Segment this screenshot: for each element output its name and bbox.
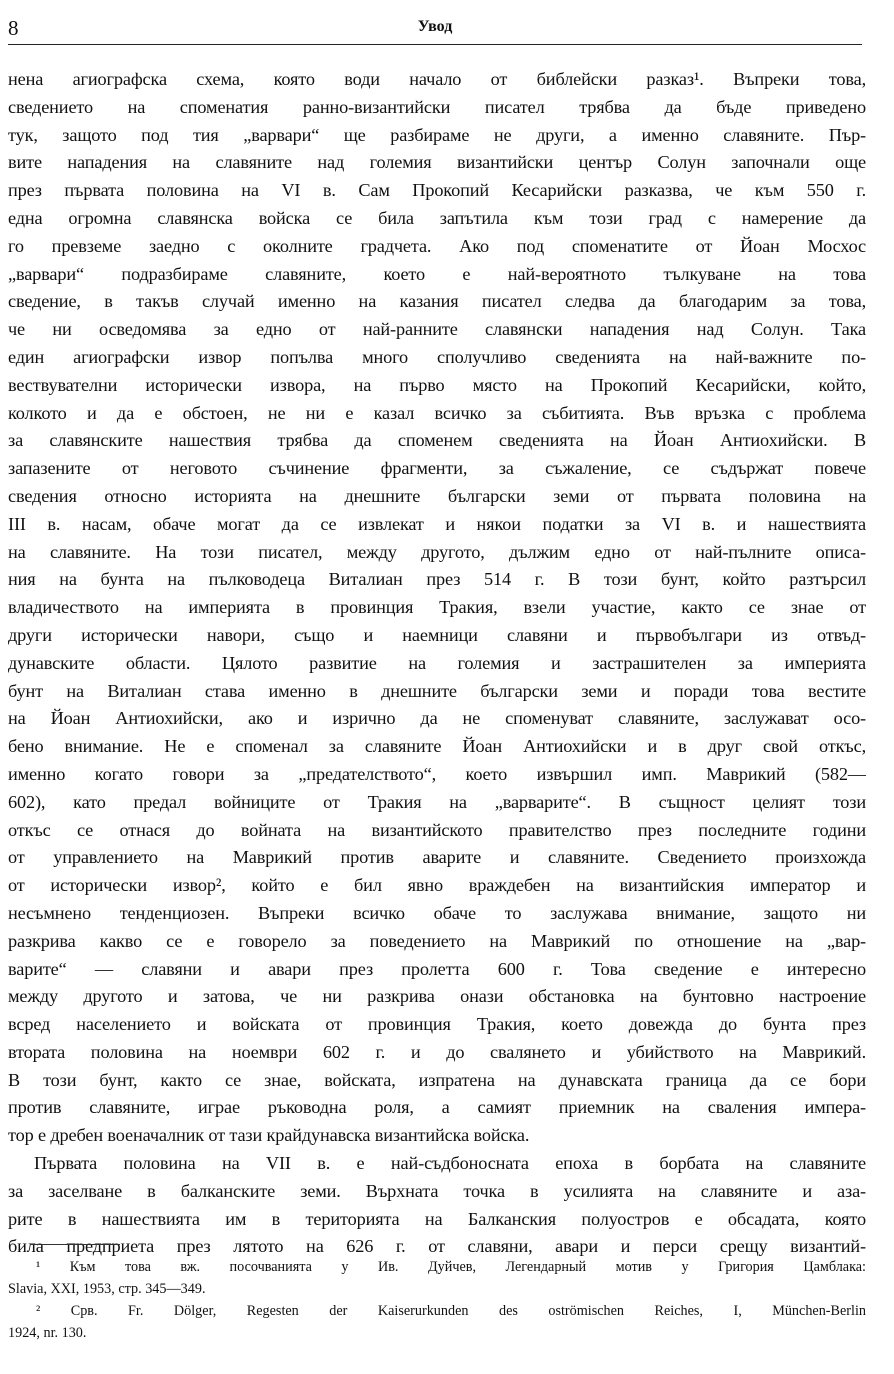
body-text xyxy=(8,66,866,1261)
running-title: Увод xyxy=(417,18,453,35)
text-line: сведения относно историята на днешните български земи от първата половина на xyxy=(8,485,866,506)
text-line: колкото и да е обстоен, не ни е казал всичко за събитията. Във връзка с проблема xyxy=(8,402,866,423)
text-line: го превземе заедно с околните градчета. Ако под споменатите от Йоан Мосхос xyxy=(8,235,866,256)
text-line: против славяните, играе ръководна роля, а самият приемник на сваления импера- xyxy=(8,1097,866,1118)
footnote-line: ¹ Към това вж. посочванията у Ив. Дуйчев, Легендарный мотив у Григория Цамблака: xyxy=(36,1259,866,1275)
text-line: вествувателни исторически извора, на първо място на Прокопий Кесарийски, който, xyxy=(8,374,866,395)
text-line: нена агиографска схема, която води начало от библейски разказ¹. Въпреки това, xyxy=(8,69,866,89)
text-line: една огромна славянска войска се била запътила към този град с намерение да xyxy=(8,207,866,228)
text-line: на Йоан Антиохийски, ако и изрично да не споменуват славяните, заслужават осо- xyxy=(8,708,866,729)
text-line: тор е дребен военачалник от тази крайдунавска византийска войска. xyxy=(8,1125,530,1146)
text-line: именно когато говори за „предателството“, което извършил имп. Маврикий (582— xyxy=(8,763,866,784)
text-line: от исторически извор², който е бил явно враждебен на византийския император и xyxy=(8,875,866,896)
footnote-line: 1924, nr. 130. xyxy=(8,1325,87,1341)
text-line: сведението на споменатия ранно-византийски писател трябва да бъде приведено xyxy=(8,96,866,117)
text-line: за заселване в балканските земи. Върхната точка в усилията на славяните и аза- xyxy=(8,1180,866,1201)
text-line: Първата половина на VII в. е най-съдбоносната епоха в борбата на славяните xyxy=(34,1153,866,1174)
text-line: В този бунт, както се знае, войската, изпратена на дунавската граница да се бори xyxy=(8,1069,866,1090)
text-line: втората половина на ноември 602 г. и до свалянето и убийството на Маврикий. xyxy=(8,1041,866,1062)
text-line: от управлението на Маврикий против аварите и славяните. Сведението произхожда xyxy=(8,847,866,868)
footnote-divider xyxy=(30,1244,120,1245)
text-line: дунавските области. Цялото развитие на големия и застрашителен за империята xyxy=(8,652,866,673)
text-line: „варвари“ подразбираме славяните, което е най-вероятното тълкуване на това xyxy=(8,263,866,284)
text-line: сведение, в такъв случай именно на казания писател следва да благодарим за това, xyxy=(8,291,866,312)
text-line: между другото и затова, че ни разкрива онази обстановка на бунтовно настроение xyxy=(8,986,866,1007)
text-line: 602), като предал войниците от Тракия на „варварите“. В същност целият този xyxy=(8,791,866,812)
text-line: несъмнено тенденциозен. Въпреки всичко обаче то заслужава внимание, защото ни xyxy=(8,902,866,923)
footnote-line: ² Срв. Fr. Dölger, Regesten der Kaiserurkunden des oströmischen Reiches, I, München-Berlin xyxy=(36,1303,866,1319)
text-line: била предприета през лятото на 626 г. от славяни, авари и перси срещу византий- xyxy=(8,1236,866,1257)
footnotes xyxy=(8,1256,866,1344)
text-line: бено внимание. Не е споменал за славяните Йоан Антиохийски и в друг свой откъс, xyxy=(8,736,866,757)
text-line: бунт на Виталиан става именно в днешните български земи и поради това вестите xyxy=(8,680,866,701)
text-line: на славяните. На този писател, между другото, дължим едно от най-пълните описа- xyxy=(8,541,866,562)
text-line: вите нападения на славяните над големия византийски център Солун започнали още xyxy=(8,152,866,173)
text-line: владичеството на империята в провинция Тракия, взели участие, както се знае от xyxy=(8,597,866,618)
text-line: тук, защото под тия „варвари“ ще разбираме не други, а именно славяните. Пър- xyxy=(8,124,866,145)
page-number: 8 xyxy=(8,16,19,40)
text-line: III в. насам, обаче могат да се извлекат и някои податки за VI в. и нашествията xyxy=(8,513,866,534)
text-line: други исторически навори, също и наемници славяни и първобългари из отвъд- xyxy=(8,624,866,645)
text-line: един агиографски извор попълва много сполучливо сведенията на най-важните по- xyxy=(8,346,866,367)
page-header xyxy=(8,14,862,45)
text-line: откъс се отнася до войната на византийското правителство през последните години xyxy=(8,819,866,840)
text-line: всред населението и войската от провинция Тракия, което довежда до бунта през xyxy=(8,1014,866,1035)
text-line: през първата половина на VI в. Сам Прокопий Кесарийски разказва, че към 550 г. xyxy=(8,180,866,201)
footnote-line: Slavia, XXI, 1953, стр. 345—349. xyxy=(8,1281,206,1297)
text-line: разкрива какво се е говорело за поведението на Маврикий по отношение на „вар- xyxy=(8,930,866,951)
text-line: варите“ — славяни и авари през пролетта 600 г. Това сведение е интересно xyxy=(8,958,866,979)
text-line: за славянските нашествия трябва да споменем сведенията на Йоан Антиохийски. В xyxy=(8,430,866,451)
text-line: ния на бунта на пълководеца Виталиан през 514 г. В този бунт, който разтърсил xyxy=(8,569,866,590)
text-line: запазените от неговото съчинение фрагменти, за съжаление, се съдържат повече xyxy=(8,458,866,479)
text-line: рите в нашествията им в територията на Балканския полуостров е обсадата, която xyxy=(8,1208,866,1229)
text-line: че ни осведомява за едно от най-ранните славянски нападения над Солун. Така xyxy=(8,319,866,340)
